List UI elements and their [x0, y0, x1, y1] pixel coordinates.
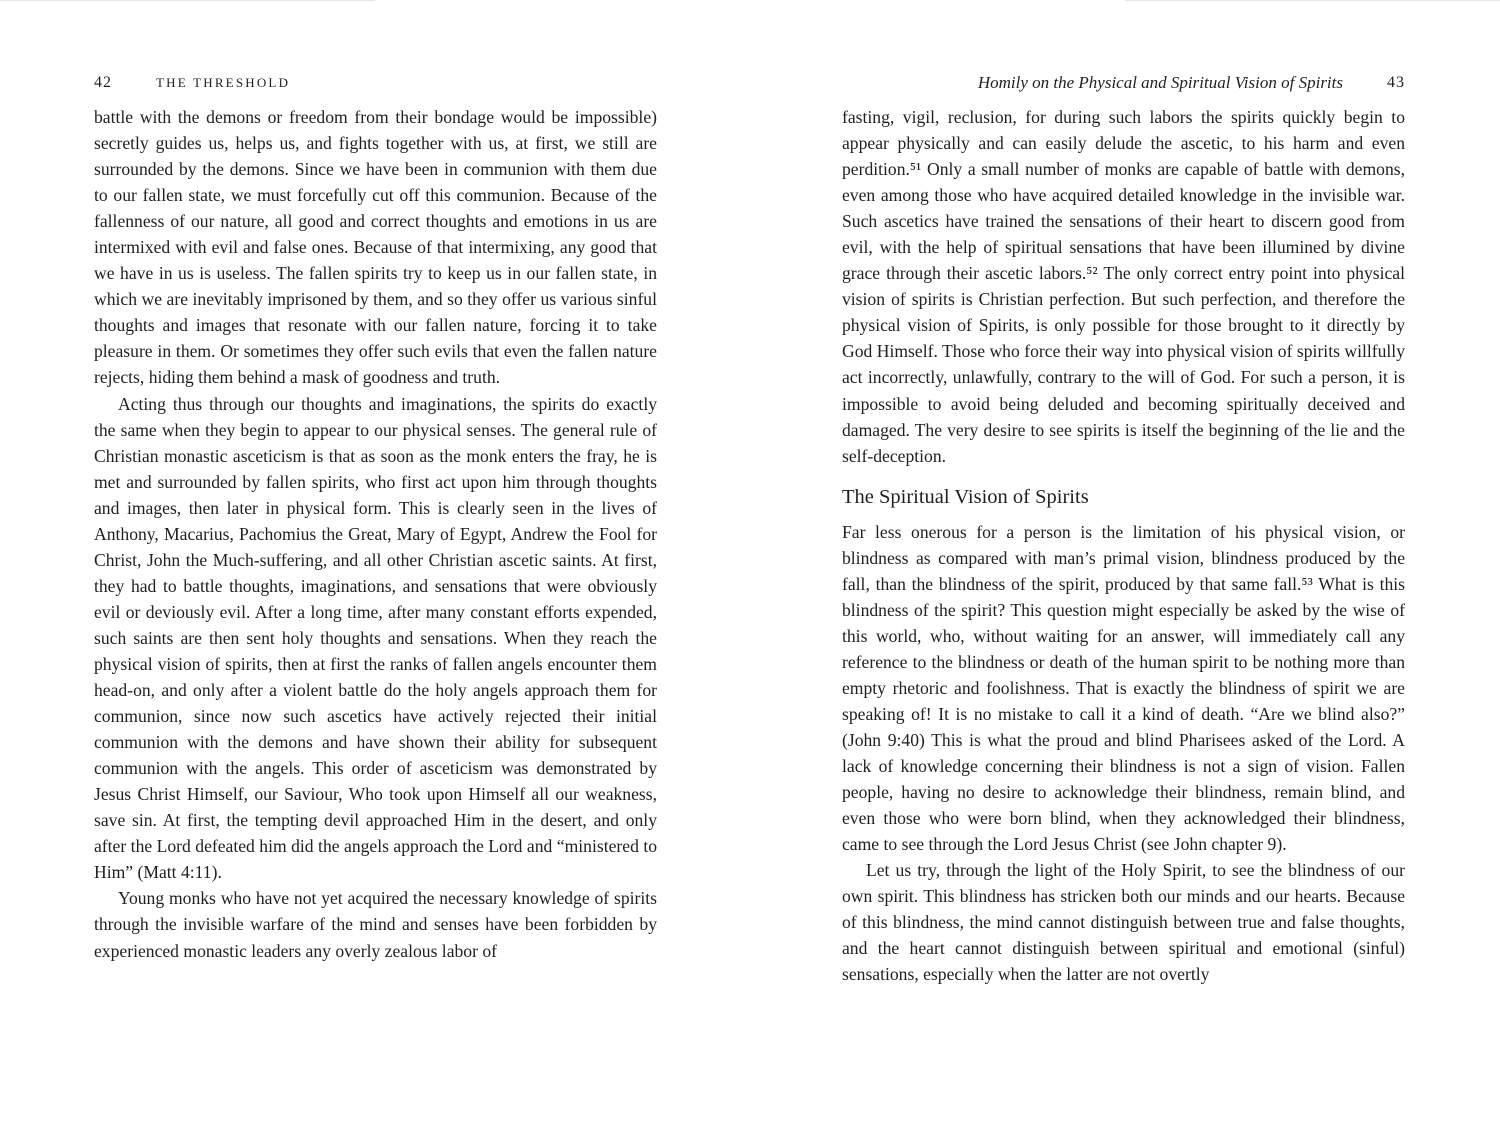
body-text: [842, 104, 1405, 988]
paragraph: Let us try, through the light of the Holy Spirit, to see the blindness of our own spirit. This blindness has stricken both our minds and our hearts. Because of this blindness, the mind cannot distinguish between true and false thoughts, and the heart cannot distinguish between spiritual and emotional (sinful) sensations, especially when the latter are not overtly: [842, 860, 1405, 985]
paragraph: fasting, vigil, reclusion, for during such labors the spirits quickly begin to appear physically and can easily delude the ascetic, to his harm and even perdition.⁵¹ Only a small number of monks are capable of battle with demons, even among those who have acquired detailed knowledge in the invisible war. Such ascetics have trained the sensations of their heart to discern good from evil, with the help of spiritual sensations that have been illumined by divine grace through their ascetic labors.⁵² The only correct entry point into physical vision of spirits is Christian perfection. But such perfection, and therefore the physical vision of Spirits, is only possible for those brought to it directly by God Himself. Those who force their way into physical vision of spirits willfully act incorrectly, unlawfully, contrary to the will of God. For such a person, it is impossible to avoid being deluded and becoming spiritually deceived and damaged. The very desire to see spirits is itself the beginning of the lie and the self-deception.: [842, 107, 1405, 466]
page-number: 42: [94, 74, 112, 91]
left-page: [94, 0, 657, 1125]
running-head-title: THE THRESHOLD: [156, 75, 291, 90]
paragraph: Far less onerous for a person is the limitation of his physical vision, or blindness as compared with man’s primal vision, blindness produced by the fall, than the blindness of the spirit, produced by that same fall.⁵³ What is this blindness of the spirit? This question might especially be asked by the wise of this world, who, without waiting for an answer, will immediately call any reference to the blindness or death of the human spirit to be nothing more than empty rhetoric and foolishness. That is exactly the blindness of spirit we are speaking of! It is no mistake to call it a kind of death. “Are we blind also?” (John 9:40) This is what the proud and blind Pharisees asked of the Lord. A lack of knowledge concerning their blindness is not a sign of vision. Fallen people, having no desire to acknowledge their blindness, remain blind, and even those who were born blind, when they acknowledged their blindness, came to see through the Lord Jesus Christ (see John chapter 9).: [842, 521, 1405, 855]
paragraph: Young monks who have not yet acquired the necessary knowledge of spirits through the invisible warfare of the mind and senses have been forbidden by experienced monastic leaders any overly zealous labor of: [94, 888, 657, 961]
section-heading: The Spiritual Vision of Spirits: [842, 485, 1089, 508]
running-head-title: Homily on the Physical and Spiritual Vision of Spirits: [977, 73, 1343, 92]
body-text: [94, 104, 657, 964]
running-head: [94, 72, 657, 94]
running-head: [842, 72, 1405, 94]
right-page: [842, 0, 1405, 1125]
page-number: 43: [1387, 74, 1405, 91]
paragraph: battle with the demons or freedom from their bondage would be impossible) secretly guides us, helps us, and fights together with us, at first, we still are surrounded by the demons. Since we have been in communion with them due to our fallen state, we must forcefully cut off this communion. Because of the fallenness of our nature, all good and correct thoughts and emotions in us are intermixed with evil and false ones. Because of that intermixing, any good that we have in us is useless. The fallen spirits try to keep us in our fallen state, in which we are inevitably imprisoned by them, and so they offer us various sinful thoughts and images that resonate with our fallen nature, forcing it to take pleasure in them. Or sometimes they offer such evils that even the fallen nature rejects, hiding them behind a mask of goodness and truth.: [94, 107, 657, 388]
paragraph: Acting thus through our thoughts and imaginations, the spirits do exactly the same when they begin to appear to our physical senses. The general rule of Christian monastic asceticism is that as soon as the monk enters the fray, he is met and surrounded by fallen spirits, who first act upon him through thoughts and images, then later in physical form. This is clearly seen in the lives of Anthony, Macarius, Pachomius the Great, Mary of Egypt, Andrew the Fool for Christ, John the Much-suffering, and all other Christian ascetic saints. At first, they had to battle thoughts, imaginations, and sensations that were obviously evil or deviously evil. After a long time, after many constant efforts expended, such saints are then sent holy thoughts and sensations. When they reach the physical vision of spirits, then at first the ranks of fallen angels encounter them head-on, and only after a violent battle do the holy angels approach them for communion, since now such ascetics have actively rejected their initial communion with the demons and have shown their ability for subsequent communion with the angels. This order of asceticism was demonstrated by Jesus Christ Himself, our Saviour, Who took upon Himself all our weakness, save sin. At first, the tempting devil approached Him in the desert, and only after the Lord defeated him did the angels approach the Lord and “ministered to Him” (Matt 4:11).: [94, 393, 657, 883]
